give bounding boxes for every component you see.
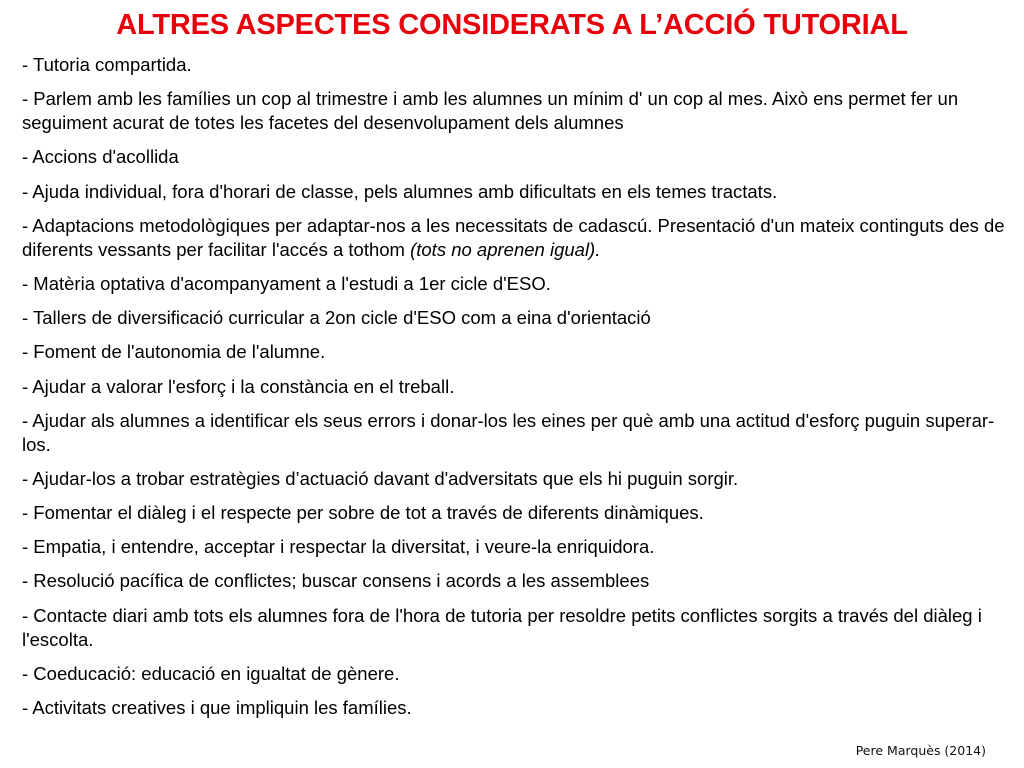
- list-item: [22, 145, 1012, 169]
- list-item: [22, 535, 1012, 559]
- list-item: [22, 604, 1012, 652]
- list-item-text: - Tutoria compartida.: [22, 54, 192, 75]
- list-item: [22, 409, 1012, 457]
- list-item-text: - Ajuda individual, fora d'horari de classe, pels alumnes amb dificultats en els temes tractats.: [22, 180, 778, 202]
- list-item: [22, 214, 1012, 262]
- list-item: [22, 501, 1012, 525]
- list-item-text: - Accions d'acollida: [22, 146, 179, 168]
- list-item-text: - Ajudar-los a trobar estratègies d’actuació davant d'adversitats que els hi puguin sorgir.: [22, 467, 739, 489]
- bullet-list: [22, 53, 1012, 730]
- list-item: [22, 272, 1012, 296]
- list-item-text: - Foment de l'autonomia de l'alumne.: [22, 341, 326, 363]
- list-item: [22, 375, 1012, 399]
- list-item-text: - Ajudar als alumnes a identificar els seus errors i donar-los les eines per què amb una actitud d'esforç puguin superar-los.: [22, 409, 995, 455]
- list-item: [22, 569, 1012, 593]
- list-item: [22, 53, 1012, 77]
- list-item-text: - Contacte diari amb tots els alumnes fora de l'hora de tutoria per resoldre petits conflictes sorgits a través del diàleg i l'escolta.: [22, 604, 982, 650]
- list-item-text: - Resolució pacífica de conflictes; buscar consens i acords a les assemblees: [22, 570, 650, 592]
- list-item-text: - Fomentar el diàleg i el respecte per sobre de tot a través de diferents dinàmiques.: [22, 502, 704, 524]
- list-item-text: - Ajudar a valorar l'esforç i la constància en el treball.: [22, 375, 455, 397]
- list-item-text: - Tallers de diversificació curricular a 2on cicle d'ESO com a eina d'orientació: [22, 307, 651, 329]
- slide-title: ALTRES ASPECTES CONSIDERATS A L’ACCIÓ TUTORIAL: [116, 9, 908, 41]
- author-credit: Pere Marquès (2014): [855, 743, 986, 758]
- list-item-text: - Coeducació: educació en igualtat de gènere.: [22, 662, 400, 684]
- list-item: [22, 180, 1012, 204]
- list-item: [22, 467, 1012, 491]
- list-item: [22, 662, 1012, 686]
- list-item-text: - Activitats creatives i que impliquin les famílies.: [22, 697, 412, 718]
- list-item-text: - Empatia, i entendre, acceptar i respectar la diversitat, i veure-la enriquidora.: [22, 536, 655, 558]
- list-item: [22, 340, 1012, 364]
- list-item-text: - Parlem amb les famílies un cop al trimestre i amb les alumnes un mínim d' un cop al mes. Això ens permet fer un seguiment acurat de totes les facetes del desenvolupament dels alumnes: [22, 88, 959, 134]
- list-item: [22, 87, 1012, 135]
- list-item-italic-note: (tots no aprenen igual).: [410, 238, 601, 260]
- list-item: [22, 306, 1012, 330]
- list-item: [22, 696, 1012, 720]
- list-item-text: - Adaptacions metodològiques per adaptar-nos a les necessitats de cadascú. Presentació d'un mateix continguts des de diferents vessants per facilitar l'accés a tothom: [22, 214, 1005, 260]
- list-item-text: - Matèria optativa d'acompanyament a l'estudi a 1er cicle d'ESO.: [22, 272, 551, 294]
